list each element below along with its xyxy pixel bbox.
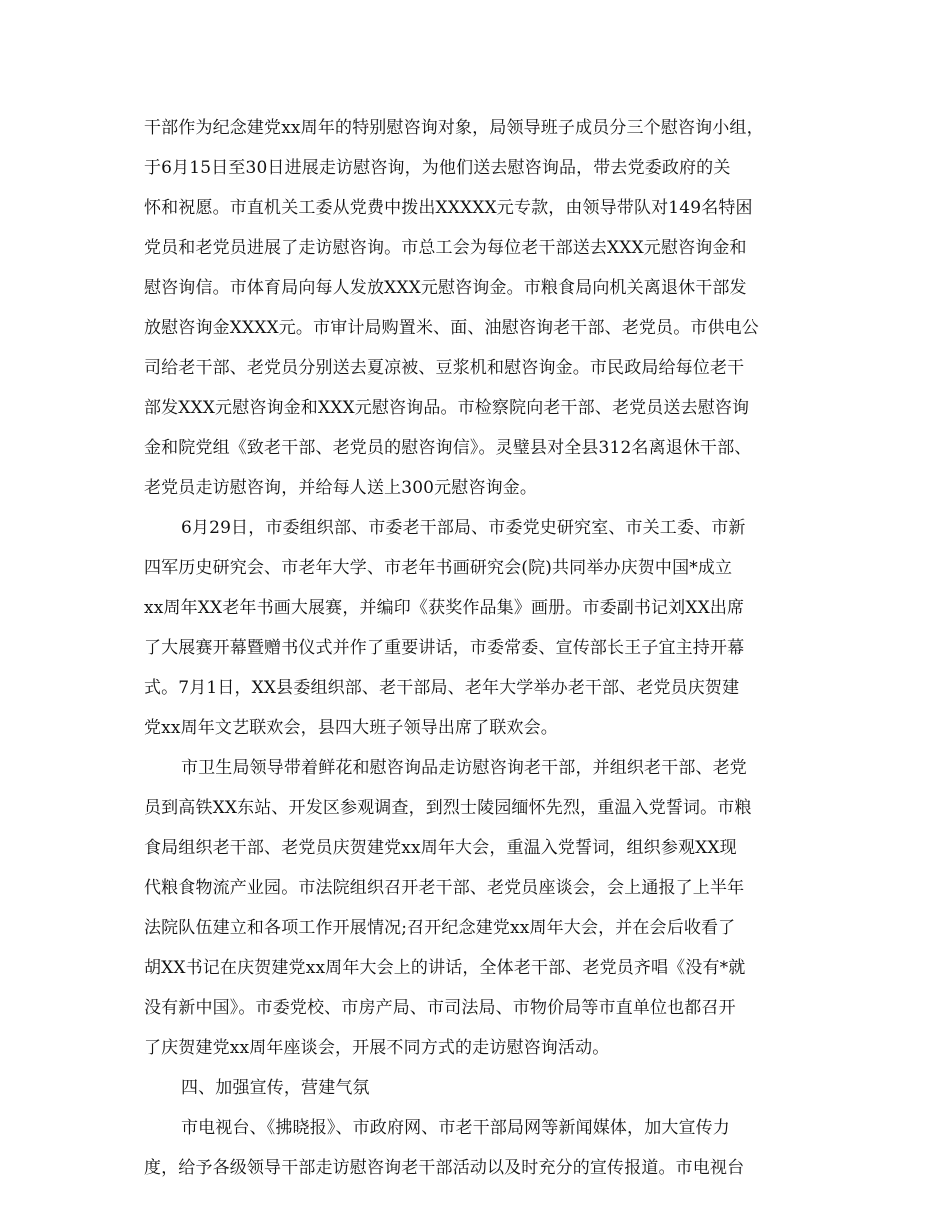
section-heading: 四、加强宣传，营建气氛 bbox=[181, 1078, 370, 1098]
text-line-4: 党员和老党员进展了走访慰咨询。市总工会为每位老干部送去XXX元慰咨询金和 bbox=[144, 238, 747, 258]
text-line-9: 金和院党组《致老干部、老党员的慰咨询信》。灵璧县对全县312名离退休干部、 bbox=[144, 438, 752, 458]
text-line-14: 了大展赛开幕暨赠书仪式并作了重要讲话，市委常委、宣传部长王子宜主持开幕 bbox=[144, 638, 745, 658]
text-line-13: xx周年XX老年书画大展赛，并编印《获奖作品集》画册。市委副书记刘XX出席 bbox=[144, 598, 745, 618]
text-line-19: 食局组织老干部、老党员庆贺建党xx周年大会，重温入党誓词，组织参观XX现 bbox=[144, 838, 737, 858]
text-line-12: 四军历史研究会、市老年大学、市老年书画研究会(院)共同举办庆贺中国*成立 bbox=[144, 558, 733, 578]
text-line-18: 员到高铁XX东站、开发区参观调查，到烈士陵园缅怀先烈，重温入党誓词。市粮 bbox=[144, 798, 752, 818]
text-line-8: 部发XXX元慰咨询金和XXX元慰咨询品。市检察院向老干部、老党员送去慰咨询 bbox=[144, 398, 750, 418]
text-line-11: 6月29日，市委组织部、市委老干部局、市委党史研究室、市关工委、市新 bbox=[181, 518, 746, 538]
text-line-2: 于6月15日至30日进展走访慰咨询，为他们送去慰咨询品，带去党委政府的关 bbox=[144, 158, 731, 178]
text-line-22: 胡XX书记在庆贺建党xx周年大会上的讲话，全体老干部、老党员齐唱《没有*就 bbox=[144, 958, 746, 978]
text-line-21: 法院队伍建立和各项工作开展情况;召开纪念建党xx周年大会，并在会后收看了 bbox=[144, 918, 736, 938]
text-line-6: 放慰咨询金XXXX元。市审计局购置米、面、油慰咨询老干部、老党员。市供电公 bbox=[144, 318, 759, 338]
text-line-1: 干部作为纪念建党xx周年的特别慰咨询对象，局领导班子成员分三个慰咨询小组， bbox=[144, 118, 764, 138]
text-line-26: 市电视台、《拂晓报》、市政府网、市老干部局网等新闻媒体，加大宣传力 bbox=[181, 1118, 730, 1138]
text-line-23: 没有新中国》。市委党校、市房产局、市司法局、市物价局等市直单位也都召开 bbox=[144, 998, 736, 1018]
text-line-5: 慰咨询信。市体育局向每人发放XXX元慰咨询金。市粮食局向机关离退休干部发 bbox=[144, 278, 747, 298]
text-line-7: 司给老干部、老党员分别送去夏凉被、豆浆机和慰咨询金。市民政局给每位老干 bbox=[144, 358, 745, 378]
text-line-27: 度，给予各级领导干部走访慰咨询老干部活动以及时充分的宣传报道。市电视台 bbox=[144, 1158, 745, 1178]
text-line-24: 了庆贺建党xx周年座谈会，开展不同方式的走访慰咨询活动。 bbox=[144, 1038, 610, 1058]
text-line-17: 市卫生局领导带着鲜花和慰咨询品走访慰咨询老干部，并组织老干部、老党 bbox=[181, 758, 747, 778]
text-line-3: 怀和祝愿。市直机关工委从党费中拨出XXXXX元专款，由领导带队对149名特困 bbox=[144, 198, 753, 218]
text-line-15: 式。7月1日，XX县委组织部、老干部局、老年大学举办老干部、老党员庆贺建 bbox=[144, 678, 740, 698]
text-line-16: 党xx周年文艺联欢会，县四大班子领导出席了联欢会。 bbox=[144, 718, 558, 738]
text-line-20: 代粮食物流产业园。市法院组织召开老干部、老党员座谈会，会上通报了上半年 bbox=[144, 878, 745, 898]
text-line-10: 老党员走访慰咨询，并给每人送上300元慰咨询金。 bbox=[144, 478, 538, 498]
